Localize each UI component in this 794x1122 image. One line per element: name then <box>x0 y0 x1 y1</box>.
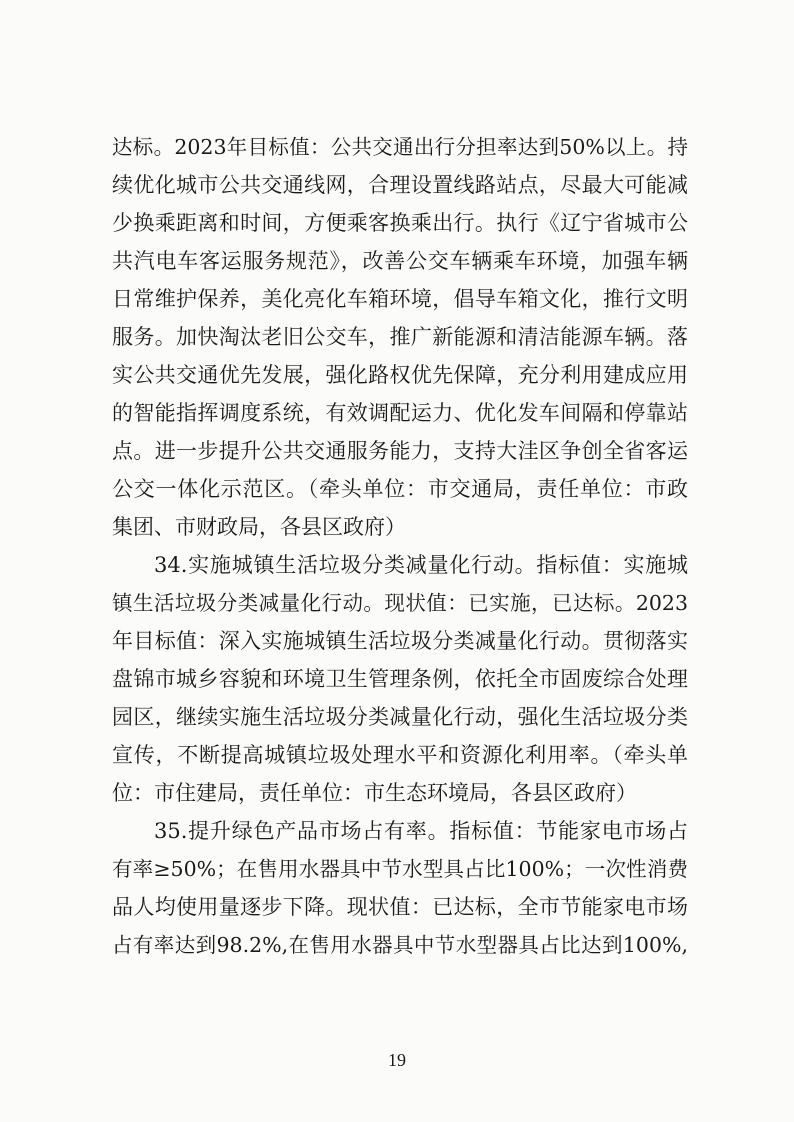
text-line: 园区，继续实施生活垃圾分类减量化行动，强化生活垃圾分类 <box>112 705 688 729</box>
body-text <box>112 128 688 964</box>
text-line: 有率≥50%；在售用水器具中节水型具占比100%；一次性消费 <box>112 857 688 881</box>
text-line: 占有率达到98.2%,在售用水器具中节水型器具占比达到100%, <box>112 933 688 957</box>
text-line: 服务。加快淘汰老旧公交车，推广新能源和清洁能源车辆。落 <box>112 325 688 349</box>
text-line: 位：市住建局，责任单位：市生态环境局，各县区政府） <box>112 781 637 805</box>
text-line: 宣传，不断提高城镇垃圾处理水平和资源化利用率。（牵头单 <box>112 743 688 767</box>
page-number: 19 <box>388 1050 406 1070</box>
text-line: 达标。2023年目标值：公共交通出行分担率达到50%以上。持 <box>112 135 688 159</box>
text-line: 集团、市财政局，各县区政府） <box>112 515 406 539</box>
text-line: 公交一体化示范区。（牵头单位：市交通局，责任单位：市政 <box>112 477 688 501</box>
text-line: 34.实施城镇生活垃圾分类减量化行动。指标值：实施城 <box>154 553 688 577</box>
text-line: 镇生活垃圾分类减量化行动。现状值：已实施，已达标。2023 <box>112 591 688 615</box>
text-line: 点。进一步提升公共交通服务能力，支持大洼区争创全省客运 <box>112 439 688 463</box>
text-line: 日常维护保养，美化亮化车箱环境，倡导车箱文化，推行文明 <box>112 287 688 311</box>
text-line: 盘锦市城乡容貌和环境卫生管理条例，依托全市固废综合处理 <box>112 667 688 691</box>
text-line: 的智能指挥调度系统，有效调配运力、优化发车间隔和停靠站 <box>112 401 688 425</box>
text-line: 续优化城市公共交通线网，合理设置线路站点，尽最大可能减 <box>112 173 688 197</box>
text-line: 共汽电车客运服务规范》，改善公交车辆乘车环境，加强车辆 <box>112 249 688 273</box>
text-line: 年目标值：深入实施城镇生活垃圾分类减量化行动。贯彻落实 <box>112 629 688 653</box>
text-line: 品人均使用量逐步下降。现状值：已达标，全市节能家电市场 <box>112 895 688 919</box>
text-line: 实公共交通优先发展，强化路权优先保障，充分利用建成应用 <box>112 363 688 387</box>
text-line: 35.提升绿色产品市场占有率。指标值：节能家电市场占 <box>154 819 688 843</box>
text-line: 少换乘距离和时间，方便乘客换乘出行。执行《辽宁省城市公 <box>112 211 688 235</box>
